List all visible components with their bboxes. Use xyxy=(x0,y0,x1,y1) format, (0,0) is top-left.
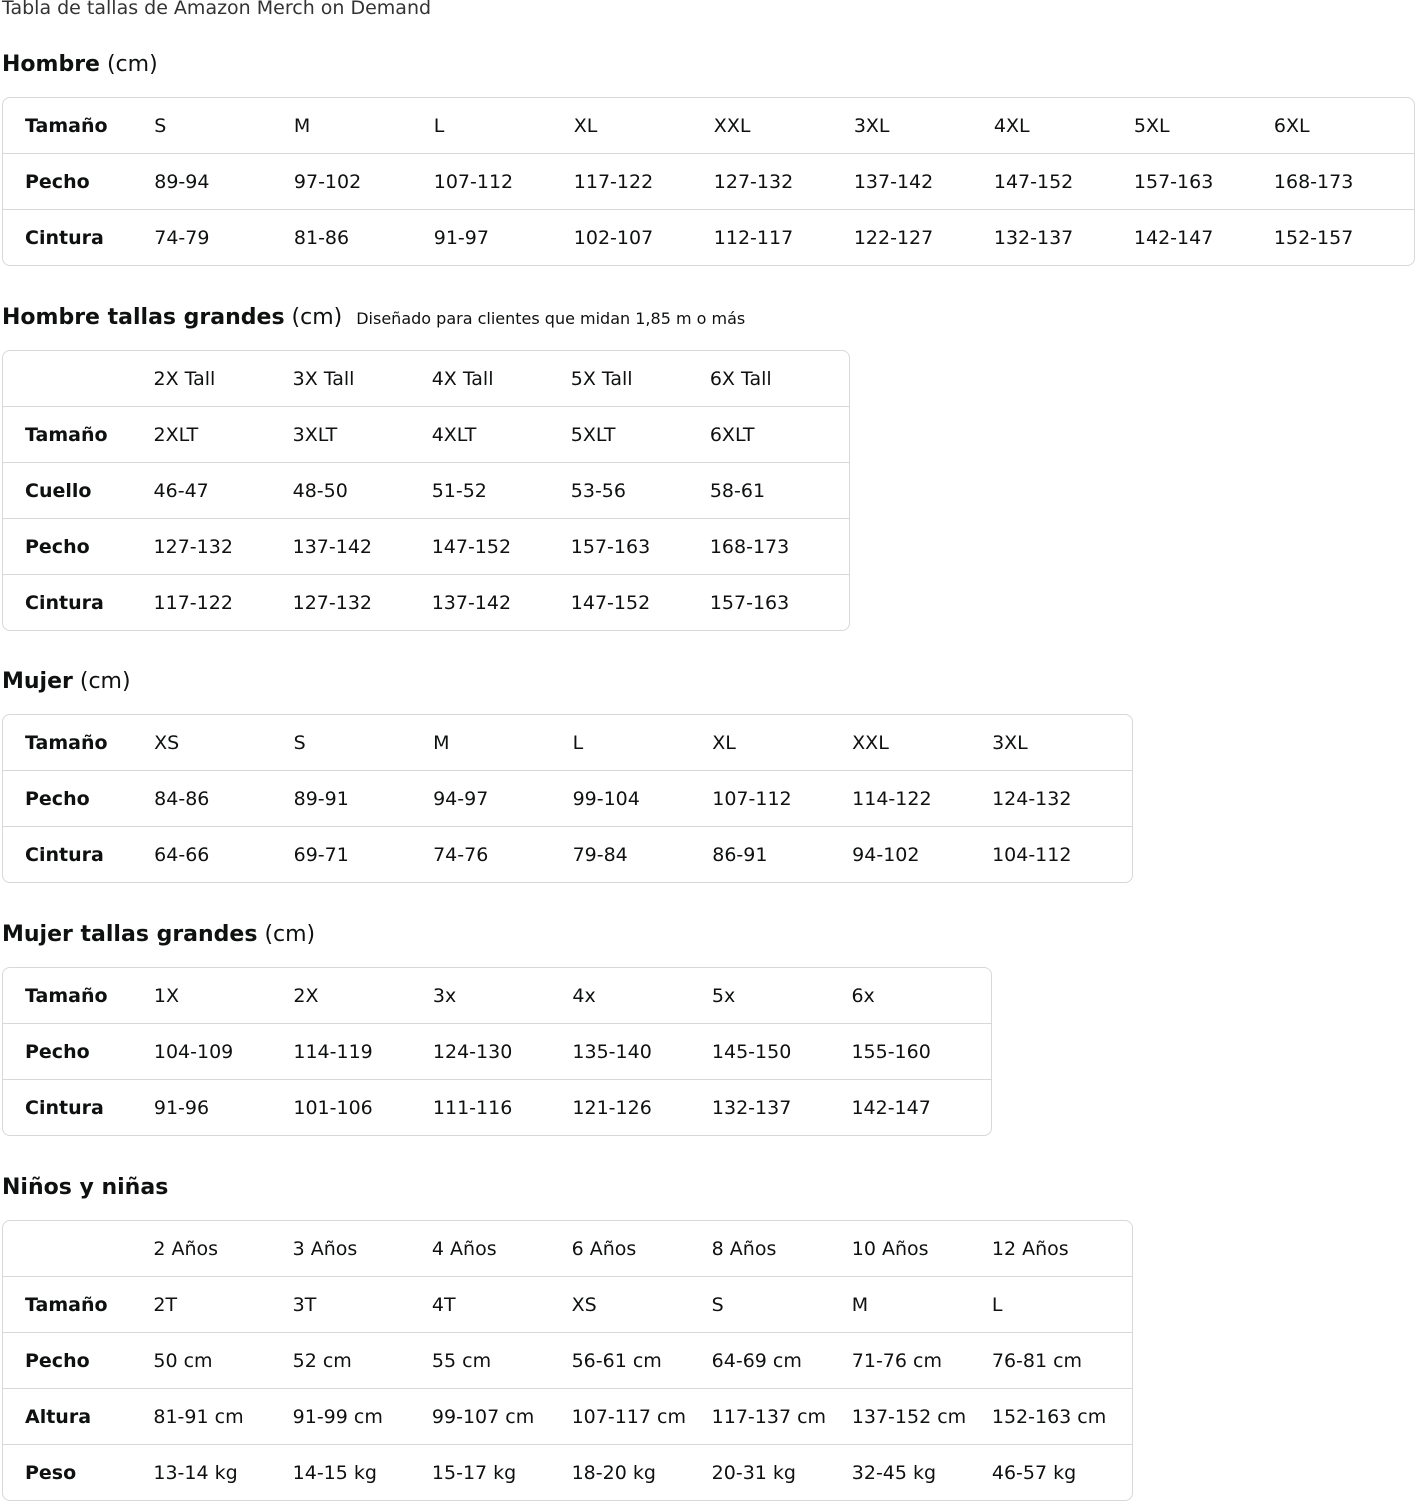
section-heading xyxy=(2,1175,168,1200)
table-cell: 2X xyxy=(293,968,433,1024)
table-cell: 107-112 xyxy=(434,154,574,210)
section-title: Mujer xyxy=(2,669,73,694)
row-label: Peso xyxy=(25,1461,77,1484)
row-label: Tamaño xyxy=(3,1277,153,1333)
table-cell: 79-84 xyxy=(572,843,628,866)
table-cell: 56-61 cm xyxy=(572,1333,712,1389)
table-cell: 168-173 xyxy=(1274,154,1414,210)
row-label: Altura xyxy=(3,1389,153,1445)
table-cell: 137-142 xyxy=(431,591,512,614)
table-row xyxy=(3,463,849,519)
table-cell: S xyxy=(154,98,294,154)
size-table xyxy=(2,714,1133,883)
table-cell: 124-132 xyxy=(992,771,1132,827)
table-row xyxy=(3,1221,1132,1277)
table-row xyxy=(3,715,1132,771)
row-label xyxy=(3,351,154,407)
size-table xyxy=(2,97,1415,266)
table-cell: 10 Años xyxy=(852,1221,992,1277)
table-cell: 137-152 cm xyxy=(852,1389,992,1445)
section-heading xyxy=(2,305,745,330)
table-cell: 3X Tall xyxy=(293,351,432,407)
table-cell: 117-122 xyxy=(153,591,233,614)
table-cell: 71-76 cm xyxy=(852,1333,992,1389)
table-cell: 58-61 xyxy=(710,463,849,519)
table-cell: 6X Tall xyxy=(710,351,849,407)
table-row xyxy=(3,1024,991,1080)
table-cell: 20-31 kg xyxy=(711,1461,796,1484)
table-cell: 1X xyxy=(154,968,294,1024)
table-cell: 122-127 xyxy=(853,226,934,249)
table-cell: 15-17 kg xyxy=(431,1461,517,1484)
table-cell: 104-109 xyxy=(154,1024,294,1080)
table-cell: 102-107 xyxy=(573,226,654,249)
table-cell: 69-71 xyxy=(293,843,349,866)
table-cell: 2X Tall xyxy=(154,351,293,407)
table-cell: 55 cm xyxy=(432,1333,572,1389)
size-table-grid xyxy=(3,715,1132,882)
table-cell: 18-20 kg xyxy=(571,1461,656,1484)
row-label: Pecho xyxy=(3,154,154,210)
table-cell: 132-137 xyxy=(711,1096,792,1119)
table-cell: 3 Años xyxy=(293,1221,432,1277)
table-cell: 147-152 xyxy=(570,591,651,614)
table-cell: 81-91 cm xyxy=(153,1389,292,1445)
table-cell: 48-50 xyxy=(293,463,432,519)
table-cell: 53-56 xyxy=(571,463,710,519)
table-cell: 74-79 xyxy=(154,226,210,249)
table-cell: 114-122 xyxy=(852,771,992,827)
section-title: Hombre tallas grandes xyxy=(2,305,285,330)
table-cell: 91-99 cm xyxy=(293,1389,432,1445)
table-cell: 91-96 xyxy=(153,1096,210,1119)
table-cell: 13-14 kg xyxy=(153,1461,238,1484)
table-row xyxy=(3,771,1132,827)
table-cell: 91-97 xyxy=(433,226,489,249)
table-cell: 168-173 xyxy=(710,519,849,575)
table-cell: 2XLT xyxy=(154,407,293,463)
table-row xyxy=(3,519,849,575)
table-cell: 8 Años xyxy=(712,1221,852,1277)
table-cell: 84-86 xyxy=(154,771,293,827)
table-cell: 46-57 kg xyxy=(991,1461,1077,1484)
table-cell: 76-81 cm xyxy=(992,1333,1132,1389)
table-cell: 157-163 xyxy=(571,519,710,575)
table-cell: 3XL xyxy=(992,715,1132,771)
table-cell: 104-112 xyxy=(992,843,1072,866)
row-label: Cintura xyxy=(25,226,104,249)
table-cell: 132-137 xyxy=(993,226,1074,249)
table-cell: 5X Tall xyxy=(571,351,710,407)
table-cell: 89-91 xyxy=(294,771,433,827)
table-cell: 5XLT xyxy=(571,407,710,463)
table-cell: 86-91 xyxy=(712,843,768,866)
table-cell: 12 Años xyxy=(992,1221,1132,1277)
row-label: Pecho xyxy=(3,1024,154,1080)
table-cell: L xyxy=(573,715,713,771)
table-cell: 6 Años xyxy=(572,1221,712,1277)
row-label: Pecho xyxy=(3,771,154,827)
table-cell: XL xyxy=(712,715,852,771)
table-cell: 112-117 xyxy=(713,226,794,249)
table-cell: XS xyxy=(572,1277,712,1333)
table-cell: 6XLT xyxy=(710,407,849,463)
table-cell: 5XL xyxy=(1134,98,1274,154)
size-table-grid xyxy=(3,98,1414,265)
table-cell: 94-102 xyxy=(852,843,920,866)
section-heading xyxy=(2,52,158,77)
table-cell: 117-137 cm xyxy=(712,1389,852,1445)
row-label: Cintura xyxy=(25,1096,104,1119)
table-cell: 121-126 xyxy=(572,1096,652,1119)
table-row xyxy=(3,98,1414,154)
table-row xyxy=(3,407,849,463)
table-cell: 64-69 cm xyxy=(712,1333,852,1389)
table-cell: 117-122 xyxy=(574,154,714,210)
row-label: Tamaño xyxy=(3,98,154,154)
table-cell: 3XL xyxy=(854,98,994,154)
table-row xyxy=(3,1277,1132,1333)
size-table-grid xyxy=(3,1221,1132,1500)
table-cell: 147-152 xyxy=(994,154,1134,210)
table-cell: 157-163 xyxy=(709,591,790,614)
table-cell: 127-132 xyxy=(714,154,854,210)
table-cell: 142-147 xyxy=(851,1096,931,1119)
table-cell: XXL xyxy=(852,715,992,771)
size-table-grid xyxy=(3,351,849,630)
table-cell: 64-66 xyxy=(154,843,210,866)
table-cell: 111-116 xyxy=(432,1096,513,1119)
table-cell: 99-104 xyxy=(573,771,713,827)
table-cell: 155-160 xyxy=(851,1024,991,1080)
table-cell: 2T xyxy=(153,1277,292,1333)
size-table xyxy=(2,350,850,631)
table-cell: 137-142 xyxy=(293,519,432,575)
table-cell: 101-106 xyxy=(293,1096,373,1119)
table-cell: M xyxy=(433,715,572,771)
table-cell: XXL xyxy=(714,98,854,154)
table-cell: 3x xyxy=(433,968,573,1024)
table-cell: XS xyxy=(154,715,293,771)
table-cell: S xyxy=(712,1277,852,1333)
table-cell: 46-47 xyxy=(154,463,293,519)
section-heading xyxy=(2,669,131,694)
table-cell: 4 Años xyxy=(432,1221,572,1277)
table-cell: 135-140 xyxy=(572,1024,712,1080)
table-cell: 5x xyxy=(712,968,852,1024)
size-table xyxy=(2,967,992,1136)
row-label: Pecho xyxy=(3,1333,153,1389)
row-label: Pecho xyxy=(3,519,154,575)
table-cell: 3XLT xyxy=(293,407,432,463)
section-unit: (cm) xyxy=(99,52,158,77)
table-cell: 94-97 xyxy=(433,771,572,827)
table-cell: 137-142 xyxy=(854,154,994,210)
table-row xyxy=(3,575,849,631)
section-unit: (cm) xyxy=(284,305,343,330)
table-cell: 145-150 xyxy=(712,1024,852,1080)
table-row xyxy=(3,1445,1132,1501)
table-row xyxy=(3,210,1414,266)
section-note: Diseñado para clientes que midan 1,85 m o más xyxy=(356,309,746,328)
page-title: Tabla de tallas de Amazon Merch on Demand xyxy=(2,0,432,19)
row-label: Tamaño xyxy=(3,968,154,1024)
table-cell: 4XL xyxy=(994,98,1134,154)
table-cell: 4X Tall xyxy=(432,351,571,407)
table-cell: 51-52 xyxy=(432,463,571,519)
section-unit: (cm) xyxy=(257,922,316,947)
table-cell: M xyxy=(294,98,434,154)
table-cell: 89-94 xyxy=(154,154,294,210)
table-cell: 3T xyxy=(293,1277,432,1333)
table-cell: 52 cm xyxy=(293,1333,432,1389)
table-cell: M xyxy=(852,1277,992,1333)
table-cell: 142-147 xyxy=(1133,226,1214,249)
table-cell: 81-86 xyxy=(293,226,350,249)
section-title: Mujer tallas grandes xyxy=(2,922,258,947)
row-label: Cuello xyxy=(3,463,154,519)
section-heading xyxy=(2,922,315,947)
table-cell: 157-163 xyxy=(1134,154,1274,210)
row-label: Tamaño xyxy=(3,715,154,771)
table-row xyxy=(3,154,1414,210)
row-label xyxy=(3,1221,153,1277)
table-cell: 6x xyxy=(851,968,991,1024)
table-cell: 6XL xyxy=(1274,98,1414,154)
table-cell: L xyxy=(434,98,574,154)
table-cell: 107-117 cm xyxy=(572,1389,712,1445)
table-cell: 99-107 cm xyxy=(432,1389,572,1445)
row-label: Cintura xyxy=(25,591,104,614)
section-title: Niños y niñas xyxy=(2,1175,169,1200)
table-row xyxy=(3,351,849,407)
table-cell: 4T xyxy=(432,1277,572,1333)
table-cell: 147-152 xyxy=(432,519,571,575)
row-label: Cintura xyxy=(25,843,104,866)
table-row xyxy=(3,968,991,1024)
table-cell: 152-157 xyxy=(1273,226,1354,249)
table-cell: 124-130 xyxy=(433,1024,573,1080)
table-cell: 152-163 cm xyxy=(992,1389,1132,1445)
table-cell: 127-132 xyxy=(154,519,293,575)
section-unit: (cm) xyxy=(72,669,131,694)
size-table xyxy=(2,1220,1133,1501)
size-table-grid xyxy=(3,968,991,1135)
table-cell: 127-132 xyxy=(292,591,372,614)
table-cell: XL xyxy=(574,98,714,154)
table-row xyxy=(3,1080,991,1136)
table-cell: 2 Años xyxy=(153,1221,292,1277)
section-title: Hombre xyxy=(2,52,100,77)
table-cell: S xyxy=(294,715,433,771)
table-cell: 114-119 xyxy=(293,1024,433,1080)
table-row xyxy=(3,827,1132,883)
table-cell: 107-112 xyxy=(712,771,852,827)
table-cell: 14-15 kg xyxy=(292,1461,377,1484)
table-cell: 32-45 kg xyxy=(851,1461,937,1484)
table-cell: 97-102 xyxy=(294,154,434,210)
row-label: Tamaño xyxy=(3,407,154,463)
table-cell: L xyxy=(992,1277,1132,1333)
table-cell: 74-76 xyxy=(433,843,489,866)
table-cell: 50 cm xyxy=(153,1333,292,1389)
table-cell: 4XLT xyxy=(432,407,571,463)
table-cell: 4x xyxy=(572,968,712,1024)
table-row xyxy=(3,1333,1132,1389)
table-row xyxy=(3,1389,1132,1445)
